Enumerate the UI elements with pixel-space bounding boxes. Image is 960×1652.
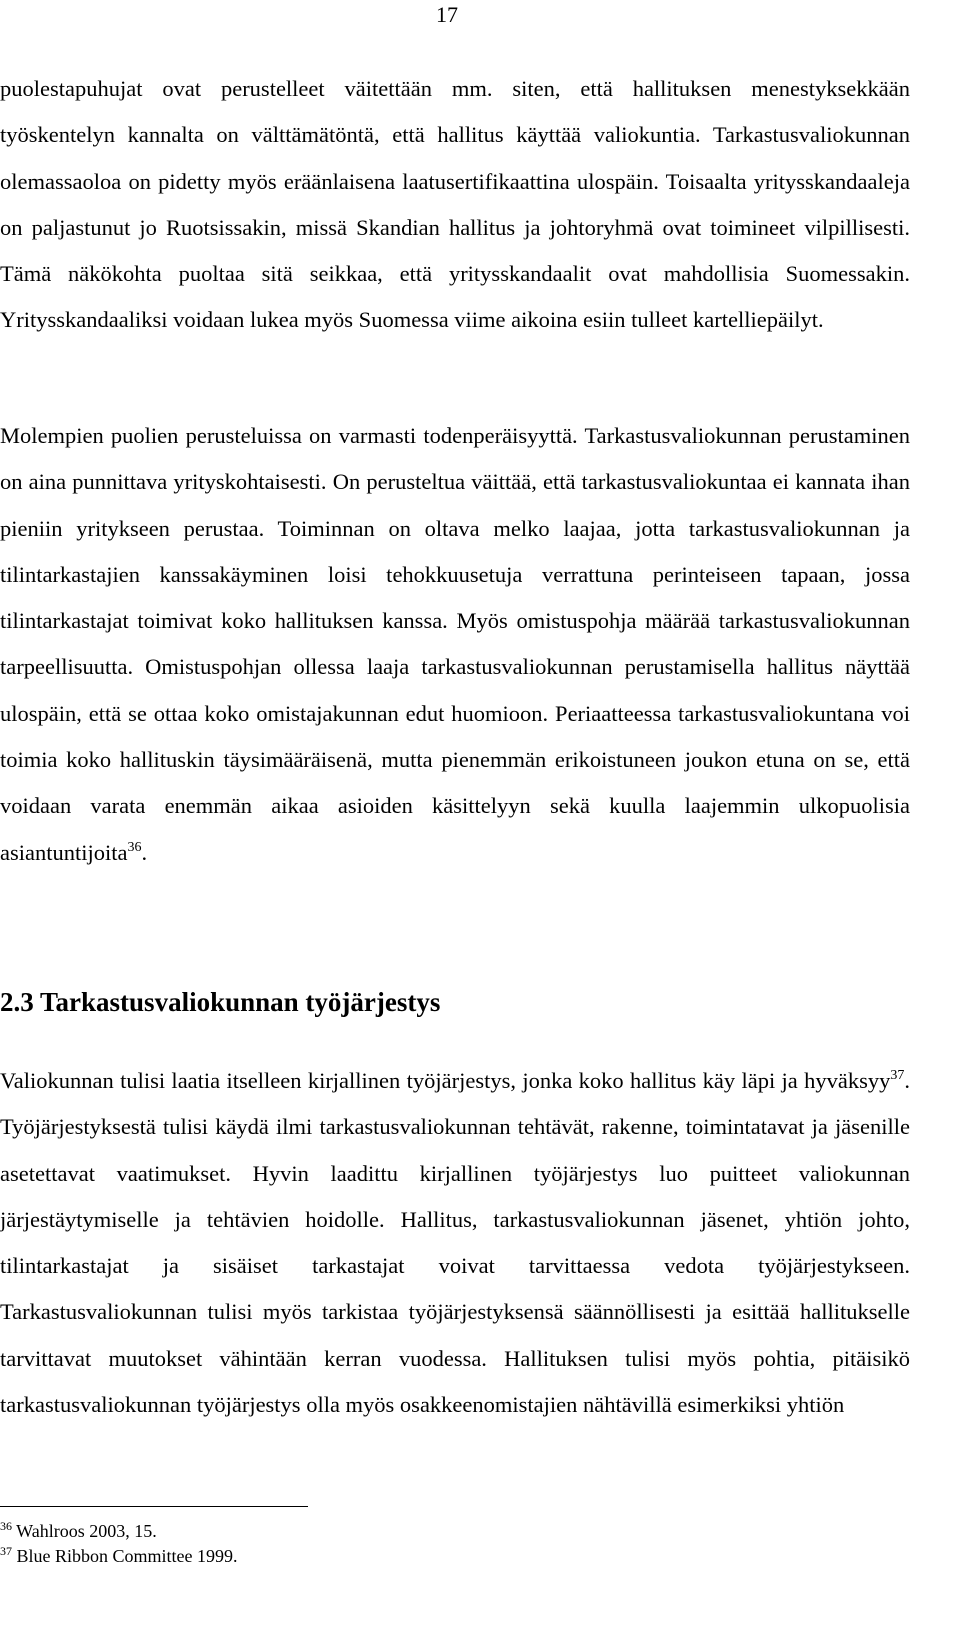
footnote-36-text: Wahlroos 2003, 15. — [12, 1521, 157, 1541]
page-number: 17 — [436, 2, 458, 27]
paragraph-2-end: . — [141, 839, 148, 865]
paragraph-2 — [0, 413, 910, 876]
paragraph-3 — [0, 1058, 910, 1428]
footnote-36 — [0, 1520, 157, 1542]
paragraph-2-text: Molempien puolien perusteluissa on varmasti todenperäisyyttä. Tarkastusvaliokunnan perustaminen on aina punnittava yrityskohtaisesti. On perusteltua väittää, että tarkastusvaliokuntaa ei kannata ihan pieniin yritykseen perustaa. Toiminnan on oltava melko laajaa, jotta tarkastusvaliokunnan ja tilintarkastajien kanssakäyminen loisi tehokkuusetuja verrattuna perinteiseen tapaan, jossa tilintarkastajat toimivat koko hallituksen kanssa. Myös omistuspohja määrää tarkastusvaliokunnan tarpeellisuutta. Omistuspohjan ollessa laaja tarkastusvaliokunnan perustamisella hallitus näyttää ulospäin, että se ottaa koko omistajakunnan edut huomioon. Periaatteessa tarkastusvaliokuntana voi toimia koko hallituskin täysimääräisenä, mutta pienemmän erikoistuneen joukon etuna on se, että voidaan varata enemmän aikaa asioiden käsittelyyn sekä kuulla laajemmin ulkopuolisia asiantuntijoita — [0, 423, 910, 865]
footnote-separator — [0, 1506, 308, 1507]
footnote-ref-36: 36 — [127, 839, 142, 855]
footnote-37-text: Blue Ribbon Committee 1999. — [12, 1546, 238, 1566]
paragraph-3-text-a: Valiokunnan tulisi laatia itselleen kirjallinen työjärjestys, jonka koko hallitus käy läpi ja hyväksyy — [0, 1068, 891, 1093]
paragraph-1: puolestapuhujat ovat perustelleet väitettään mm. siten, että hallituksen menestyksekkään työskentelyn kannalta on välttämätöntä, että hallitus käyttää valiokuntia. Tarkastusvaliokunnan olemassaoloa on pidetty myös eräänlaisena laatusertifikaattina ulospäin. Toisaalta yritysskandaaleja on paljastunut jo Ruotsissakin, missä Skandian hallitus ja johtoryhmä ovat toimineet vilpillisesti. Tämä näkökohta puoltaa sitä seikkaa, että yritysskandaalit ovat mahdollisia Suomessakin. Yritysskandaaliksi voidaan lukea myös Suomessa viime aikoina esiin tulleet kartelliepäilyt. — [0, 76, 910, 333]
footnote-36-number: 36 — [0, 1519, 12, 1533]
footnote-37 — [0, 1545, 238, 1567]
section-heading: 2.3 Tarkastusvaliokunnan työjärjestys — [0, 987, 441, 1017]
paragraph-3-text-b: . Työjärjestyksestä tulisi käydä ilmi tarkastusvaliokunnan tehtävät, rakenne, toimintatavat ja jäsenille asetettavat vaatimukset. Hyvin laadittu kirjallinen työjärjestys luo puitteet valiokunnan järjestäytymiselle ja tehtävien hoidolle. Hallitus, tarkastusvaliokunnan jäsenet, yhtiön johto, tilintarkastajat ja sisäiset tarkastajat voivat tarvittaessa vedota työjärjestykseen. Tarkastusvaliokunnan tulisi myös tarkistaa työjärjestyksensä säännöllisesti ja esittää hallitukselle tarvittavat muutokset vähintään kerran vuodessa. Hallituksen tulisi myös pohtia, pitäisikö tarkastusvaliokunnan työjärjestys olla myös osakkeenomistajien nähtävillä esimerkiksi yhtiön — [0, 1068, 910, 1418]
footnote-ref-37: 37 — [890, 1068, 905, 1083]
footnote-37-number: 37 — [0, 1544, 12, 1558]
